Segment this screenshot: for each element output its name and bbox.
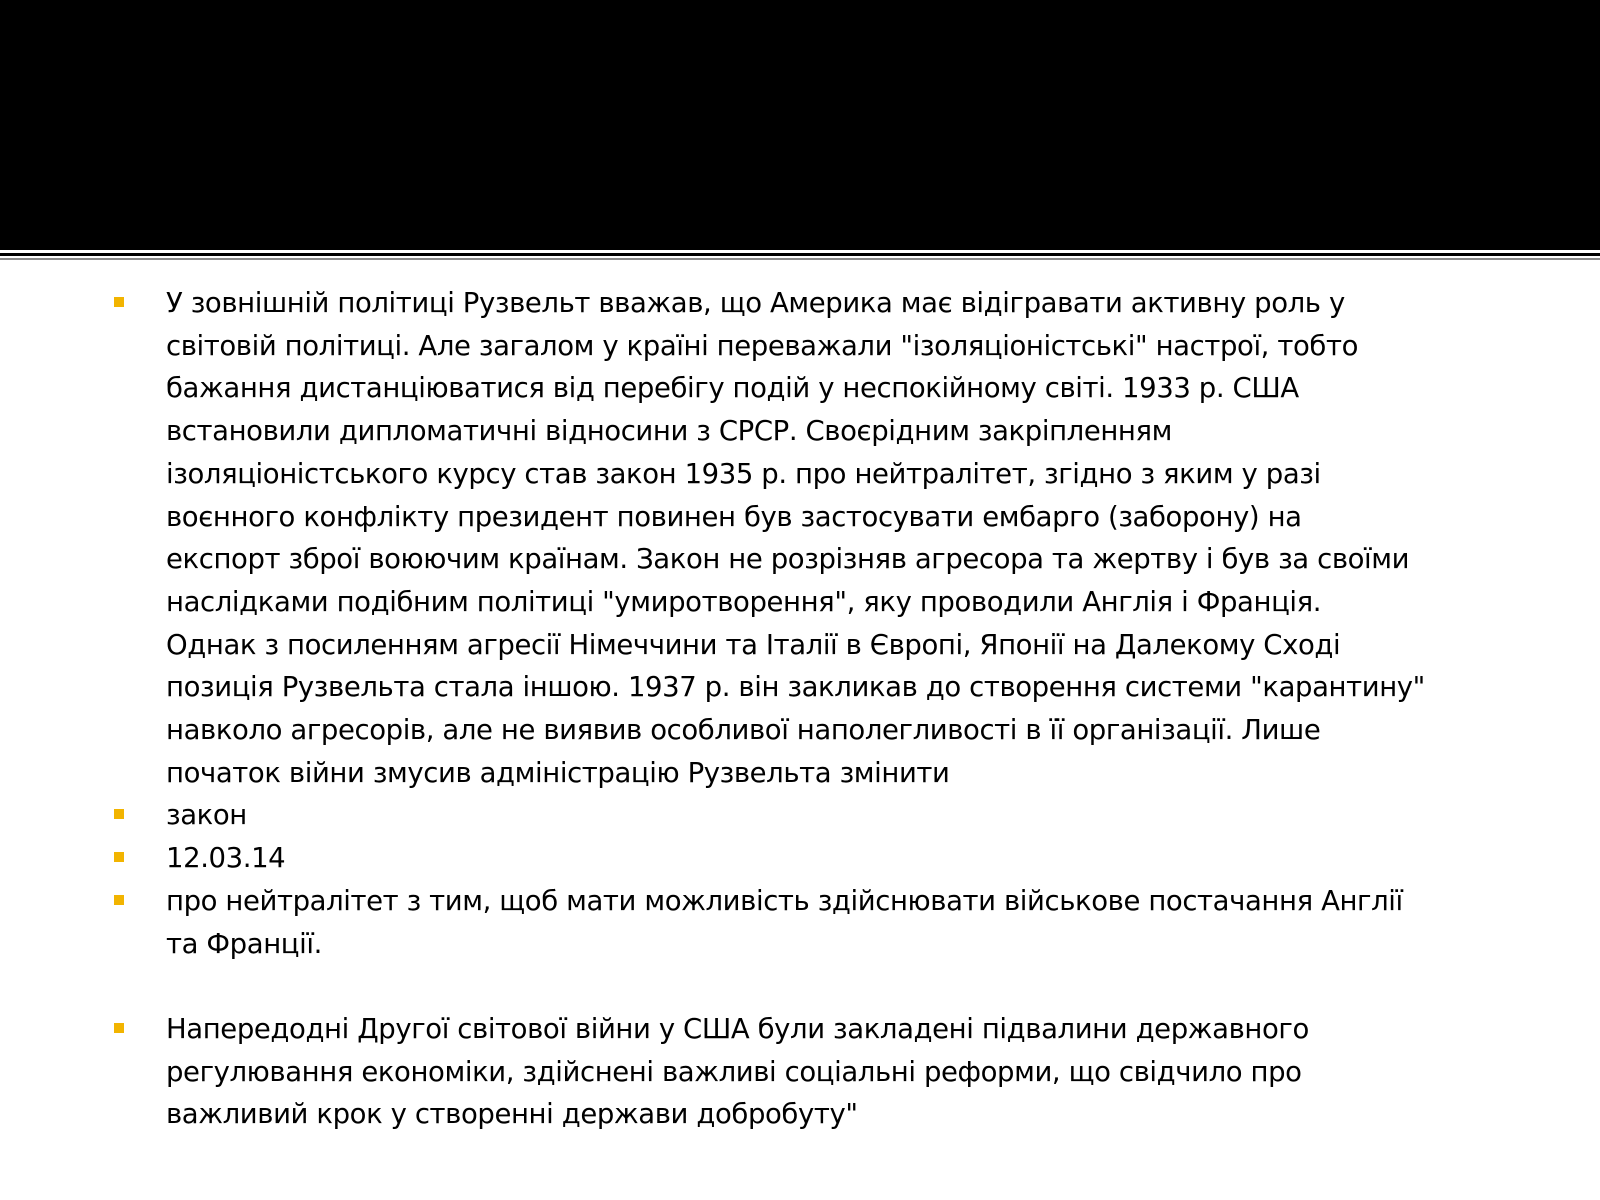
bullet-line: бажання дистанціюватися від перебігу подій у неспокійному світі. 1933 р. США [166, 372, 1299, 405]
bullet-item [110, 1008, 1510, 1136]
bullet-line: 12.03.14 [166, 842, 286, 875]
bullet-item [110, 880, 1510, 965]
bullet-line: Напередодні Другої світової війни у США були закладені підвалини державного [166, 1012, 1309, 1045]
bullet-line: регулювання економіки, здійснені важливі соціальні реформи, що свідчило про [166, 1055, 1302, 1088]
bullet-item [110, 794, 1510, 837]
slide-body [110, 282, 1510, 1136]
bullet-line: У зовнішній політиці Рузвельт вважав, що Америка має відігравати активну роль у [166, 287, 1345, 319]
bullet-line: експорт зброї воюючим країнам. Закон не розрізняв агресора та жертву і був за своїми [166, 543, 1410, 576]
square-bullet-icon [114, 809, 124, 819]
bullet-line: навколо агресорів, але не виявив особливої наполегливості в її організації. Лише [166, 714, 1321, 747]
empty-paragraph [110, 965, 1510, 1008]
bullet-item [110, 837, 1510, 880]
bullet-line: та Франції. [166, 927, 322, 960]
bullet-line: початок війни змусив адміністрацію Рузвельта змінити [166, 756, 950, 789]
bullet-line: наслідками подібним політиці "умиротворення", яку проводили Англія і Франція. [166, 585, 1322, 618]
square-bullet-icon [114, 852, 124, 862]
bullet-line: закон [166, 799, 247, 832]
bullet-line: Однак з посиленням агресії Німеччини та Італії в Європі, Японії на Далекому Сході [166, 628, 1341, 661]
bullet-line: ізоляціоністського курсу став закон 1935 р. про нейтралітет, згідно з яким у разі [166, 457, 1321, 490]
bullet-line: важливий крок у створенні держави добробуту" [166, 1098, 858, 1131]
bullet-line: про нейтралітет з тим, щоб мати можливість здійснювати військове постачання Англії [166, 884, 1403, 917]
square-bullet-icon [114, 895, 124, 905]
bullet-line: встановили дипломатичні відносини з СРСР. Своєрідним закріпленням [166, 415, 1172, 448]
bullet-line: воєнного конфлікту президент повинен був застосувати ембарго (заборону) на [166, 500, 1302, 533]
title-divider-line [0, 253, 1600, 256]
bullet-item [110, 282, 1510, 794]
square-bullet-icon [114, 297, 124, 307]
title-divider-line-thin [0, 258, 1600, 260]
title-band [0, 0, 1600, 250]
bullet-list [110, 282, 1510, 1136]
bullet-line: позиція Рузвельта стала іншою. 1937 р. він закликав до створення системи "карантину" [166, 671, 1425, 704]
square-bullet-icon [114, 1023, 124, 1033]
bullet-line: світовій політиці. Але загалом у країні переважали "ізоляціоністські" настрої, тобто [166, 329, 1359, 362]
